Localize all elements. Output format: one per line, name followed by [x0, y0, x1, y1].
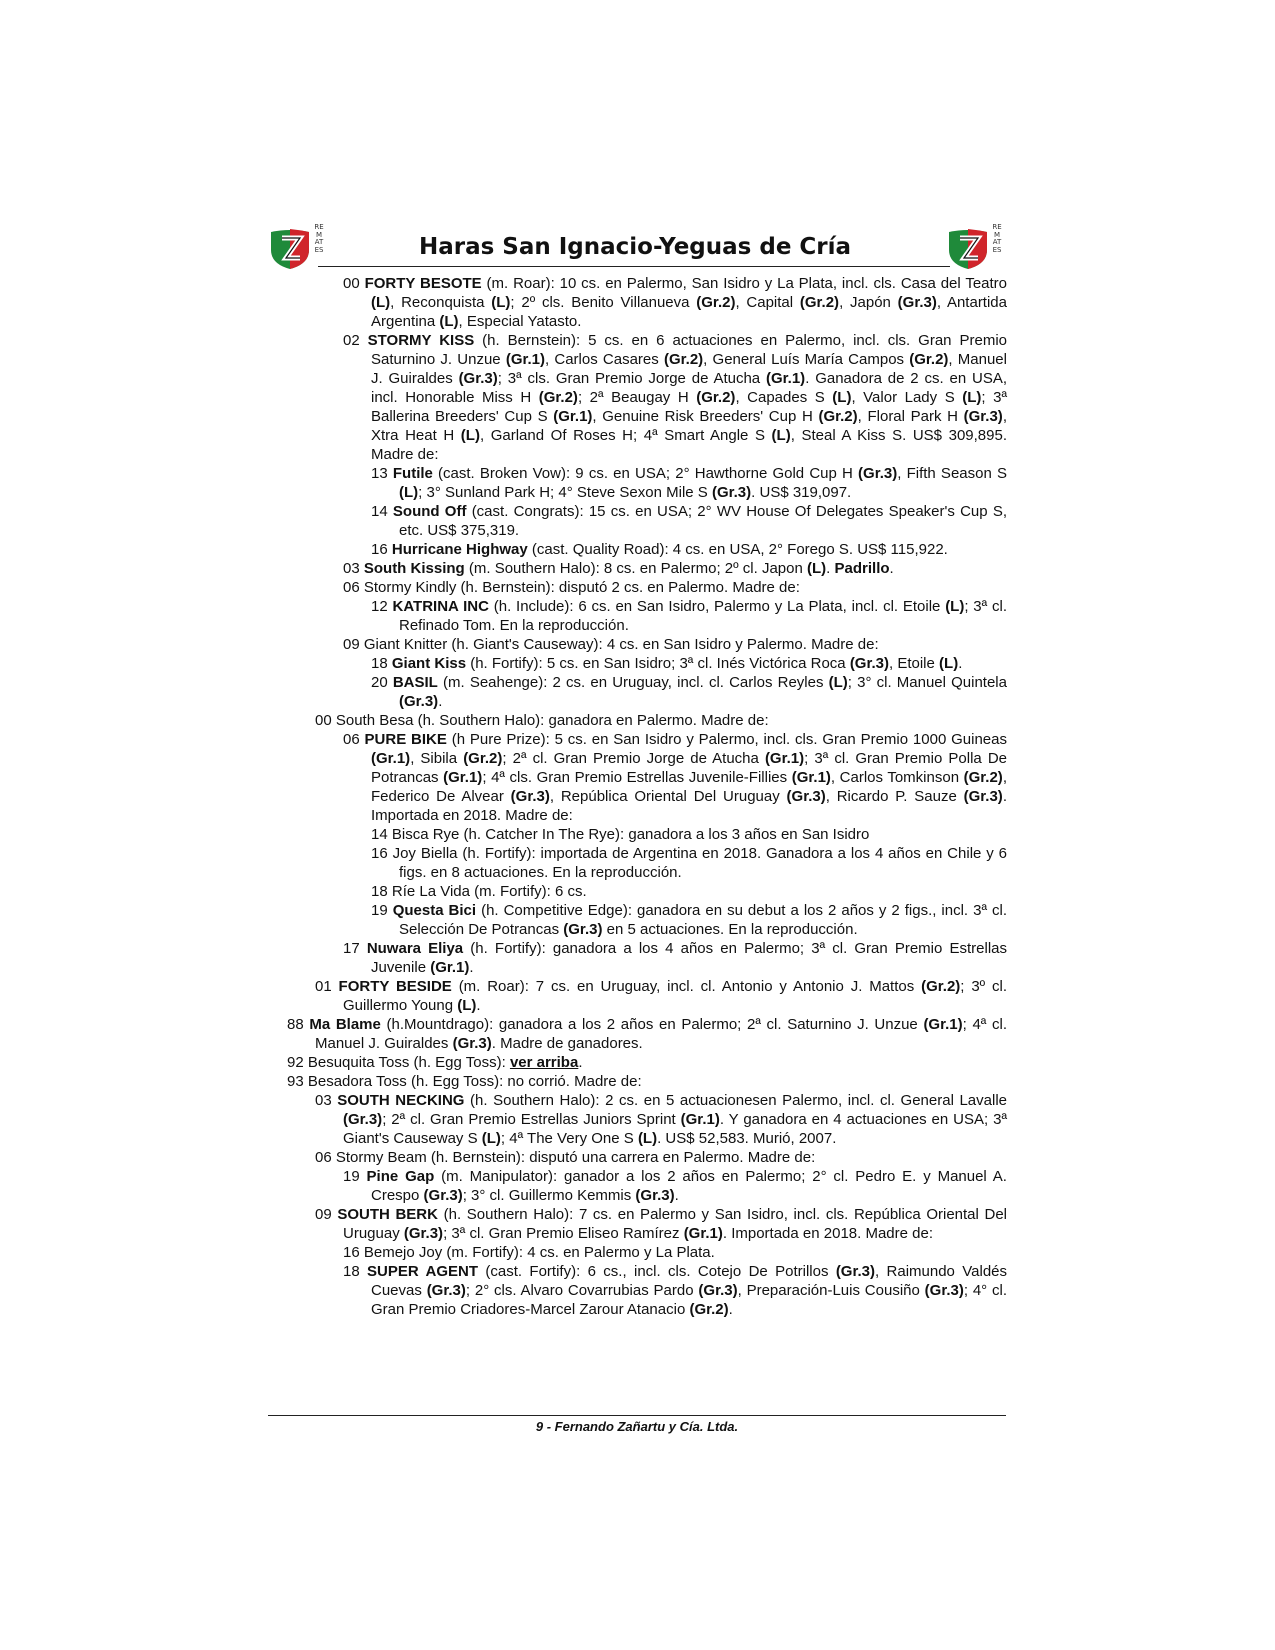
- entry-text: ; 3ª cl. Gran Premio Polla De Potrancas: [371, 750, 1007, 786]
- race-grade: (L): [460, 427, 480, 444]
- entry-horse-name: South Besa: [335, 712, 414, 729]
- entry-text: ; 4ª cl. Manuel J. Guiraldes: [315, 1016, 1008, 1052]
- entry-text: (h. Fortify): importada de Argentina en 2018. Ganadora a los 4 años en Chile y 6 figs. en 8 actuaciones. En la reproducción.: [399, 845, 1008, 881]
- entry-text: ; 2ª cl. Gran Premio Jorge de Atucha: [502, 750, 765, 767]
- entry-text: , Xtra Heat H: [371, 408, 1007, 444]
- entry-year: 18: [371, 883, 392, 900]
- pedigree-entry: [343, 578, 1007, 597]
- entry-year: 20: [371, 674, 393, 691]
- race-grade: (Gr.3): [698, 1282, 738, 1299]
- race-grade: (Gr.3): [835, 1263, 875, 1280]
- pedigree-entry: [343, 1167, 1007, 1205]
- zl-shield-icon: [268, 228, 312, 270]
- entry-text: , Especial Yatasto.: [458, 313, 582, 330]
- entry-text: , Garland Of Roses H; 4ª Smart Angle S: [479, 427, 772, 444]
- entry-horse-name: Questa Bici: [392, 902, 477, 919]
- race-grade: (Gr.1): [766, 370, 806, 387]
- race-grade: (Gr.2): [538, 389, 578, 406]
- entry-horse-name: PURE BIKE: [364, 731, 447, 748]
- race-grade: (Gr.1): [680, 1111, 720, 1128]
- entry-text: ; 2° cls. Alvaro Covarrubias Pardo: [465, 1282, 699, 1299]
- entry-text: (h. Giant's Causeway): 4 cs. en San Isidro y Palermo. Madre de:: [447, 636, 879, 653]
- race-grade: (L): [637, 1130, 658, 1147]
- entry-text: , Steal A Kiss S. US$ 309,895. Madre de:: [371, 427, 1007, 463]
- pedigree-entry: [343, 331, 1007, 464]
- entry-horse-name: Bemejo Joy: [363, 1244, 443, 1261]
- entry-text: , Genuine Risk Breeders' Cup H: [592, 408, 819, 425]
- race-grade: (Gr.2): [689, 1301, 729, 1318]
- entry-text: . Importada en 2018. Madre de:: [722, 1225, 934, 1242]
- entry-text: , Floral Park H: [857, 408, 964, 425]
- entry-text: ; 3º cl. Guillermo Young: [343, 978, 1008, 1014]
- race-grade: (Gr.2): [463, 750, 503, 767]
- entry-year: 06: [343, 731, 365, 748]
- entry-text: (m. Manipulator): ganador a los 2 años en Palermo; 2° cl. Pedro E. y Manuel A. Crespo: [371, 1168, 1007, 1204]
- entry-text: , General Luís María Campos: [703, 351, 910, 368]
- entry-year: 18: [371, 655, 392, 672]
- race-grade: (Gr.3): [786, 788, 826, 805]
- entry-text: (m. Fortify): 6 cs.: [469, 883, 587, 900]
- entry-horse-name: STORMY KISS: [367, 332, 475, 349]
- entry-year: 00: [343, 275, 365, 292]
- entry-year: 88: [287, 1016, 310, 1033]
- race-grade: (Gr.3): [458, 370, 498, 387]
- pedigree-entry: [343, 730, 1007, 825]
- race-grade: (Gr.2): [696, 389, 736, 406]
- race-grade: (Gr.3): [399, 693, 439, 710]
- race-grade: (Gr.3): [343, 1111, 383, 1128]
- race-grade: (Gr.1): [430, 959, 470, 976]
- entry-text: .: [826, 560, 835, 577]
- entry-text: (h.Mountdrago): ganadora a los 2 años en Palermo; 2ª cl. Saturnino J. Unzue: [380, 1016, 924, 1033]
- entry-horse-name: KATRINA INC: [392, 598, 489, 615]
- entry-text: ; 3° cl. Manuel Quintela: [847, 674, 1007, 691]
- pedigree-entry: [371, 673, 1007, 711]
- entry-text: ; 3ª cls. Gran Premio Jorge de Atucha: [497, 370, 766, 387]
- entry-text: (h Pure Prize): 5 cs. en San Isidro y Palermo, incl. cls. Gran Premio 1000 Guineas: [446, 731, 1007, 748]
- pedigree-entry: [315, 1205, 1007, 1243]
- race-grade: (Gr.3): [426, 1282, 466, 1299]
- race-grade: (Gr.3): [452, 1035, 492, 1052]
- page-header: [268, 224, 1006, 274]
- entry-horse-name: Bisca Rye: [391, 826, 460, 843]
- entry-text: , República Oriental Del Uruguay: [549, 788, 787, 805]
- entry-text: .: [476, 997, 481, 1014]
- race-grade: (Gr.3): [963, 788, 1003, 805]
- entry-text: .: [469, 959, 474, 976]
- entry-horse-name: Stormy Kindly: [363, 579, 457, 596]
- entry-horse-name: Joy Biella: [392, 845, 458, 862]
- entry-year: 16: [371, 845, 393, 862]
- entry-text: , Etoile: [889, 655, 940, 672]
- entry-text: , Preparación-Luis Cousiño: [737, 1282, 925, 1299]
- entry-horse-name: Giant Knitter: [363, 636, 448, 653]
- pedigree-entry: [343, 635, 1007, 654]
- entry-text: (h. Southern Halo): ganadora en Palermo. Madre de:: [413, 712, 769, 729]
- entry-text: . US$ 52,583. Murió, 2007.: [657, 1130, 837, 1147]
- entry-text: (h. Southern Halo): 7 cs. en Palermo y San Isidro, incl. cls. República Oriental Del Uruguay: [343, 1206, 1007, 1242]
- entry-text: , Valor Lady S: [851, 389, 963, 406]
- pedigree-entry: [287, 1053, 1007, 1072]
- zl-remates-logo-right: [946, 224, 1004, 272]
- entry-text: ; 3ª cl. Refinado Tom. En la reproducción.: [399, 598, 1007, 634]
- logo-vertical-text: REMATES: [992, 223, 1002, 254]
- entry-horse-name: Stormy Beam: [335, 1149, 427, 1166]
- entry-year: 17: [343, 940, 367, 957]
- entry-horse-name: FORTY BESIDE: [338, 978, 452, 995]
- entry-text: ; 2ª Beaugay H: [577, 389, 697, 406]
- entry-year: 06: [343, 579, 364, 596]
- entry-horse-name: Giant Kiss: [391, 655, 467, 672]
- pedigree-entry: [315, 1091, 1007, 1148]
- entry-year: 92: [287, 1054, 308, 1071]
- race-grade: (Gr.3): [635, 1187, 675, 1204]
- pedigree-entry: [315, 977, 1007, 1015]
- entry-text: (cast. Congrats): 15 cs. en USA; 2° WV House Of Delegates Speaker's Cup S, etc. US$ 375,319.: [399, 503, 1008, 539]
- entry-year: 00: [315, 712, 336, 729]
- entry-text: .: [889, 560, 894, 577]
- zl-remates-logo-left: [268, 224, 326, 272]
- race-grade: (Gr.1): [683, 1225, 723, 1242]
- pedigree-entry: [343, 1262, 1007, 1319]
- race-grade: (Gr.1): [764, 750, 805, 767]
- entry-horse-name: SOUTH BERK: [337, 1206, 438, 1223]
- pedigree-entry: [371, 654, 1007, 673]
- header-divider: [318, 266, 950, 267]
- entry-year: 09: [343, 636, 364, 653]
- pedigree-entry: [343, 274, 1007, 331]
- entry-text: , Carlos Casares: [545, 351, 664, 368]
- entry-text: (h. Bernstein): disputó una carrera en Palermo. Madre de:: [426, 1149, 816, 1166]
- page-title: Haras San Ignacio-Yeguas de Cría: [418, 234, 852, 260]
- entry-text: (h. Fortify): ganadora a los 4 años en Palermo; 3ª cl. Gran Premio Estrellas Juvenile: [371, 940, 1007, 976]
- race-grade: (L): [939, 655, 959, 672]
- pedigree-entry: [315, 711, 1007, 730]
- race-grade: (Gr.1): [443, 769, 483, 786]
- entry-text: (h. Egg Toss):: [409, 1054, 510, 1071]
- entry-text: , Japón: [839, 294, 898, 311]
- entry-text: ; 4° cl. Gran Premio Criadores-Marcel Zarour Atanacio: [371, 1282, 1007, 1318]
- race-grade: (Gr.1): [553, 408, 593, 425]
- race-grade: (Gr.2): [818, 408, 858, 425]
- entry-text: .: [958, 655, 963, 672]
- entry-text: ; 4ª The Very One S: [500, 1130, 638, 1147]
- entry-year: 93: [287, 1073, 308, 1090]
- entry-text: (m. Southern Halo): 8 cs. en Palermo; 2º cl. Japon: [464, 560, 808, 577]
- race-grade: (Gr.1): [371, 750, 411, 767]
- entry-text: (h. Egg Toss): no corrió. Madre de:: [406, 1073, 642, 1090]
- race-grade: (L): [962, 389, 982, 406]
- entry-text: (cast. Fortify): 6 cs., incl. cls. Cotejo De Potrillos: [478, 1263, 836, 1280]
- entry-text: , Federico De Alvear: [371, 769, 1007, 805]
- entry-text: .: [728, 1301, 733, 1318]
- entry-horse-name: Hurricane Highway: [391, 541, 528, 558]
- race-grade: (Gr.2): [921, 978, 961, 995]
- entry-horse-name: South Kissing: [363, 560, 465, 577]
- see-above-link[interactable]: ver arriba: [509, 1054, 579, 1071]
- race-grade: (L): [457, 997, 477, 1014]
- pedigree-entry: [343, 1243, 1007, 1262]
- race-grade: (L): [371, 294, 391, 311]
- entry-text: (h. Bernstein): disputó 2 cs. en Palermo. Madre de:: [456, 579, 800, 596]
- entry-horse-name: Nuwara Eliya: [366, 940, 464, 957]
- entry-horse-name: Ríe La Vida: [391, 883, 470, 900]
- entry-text: (m. Roar): 10 cs. en Palermo, San Isidro y La Plata, incl. cls. Casa del Teatro: [481, 275, 1008, 292]
- entry-text: ; 2º cls. Benito Villanueva: [510, 294, 697, 311]
- entry-year: 12: [371, 598, 393, 615]
- entry-year: 03: [343, 560, 364, 577]
- entry-year: 16: [371, 541, 392, 558]
- entry-text: , Raimundo Valdés Cuevas: [371, 1263, 1007, 1299]
- entry-horse-name: FORTY BESOTE: [364, 275, 482, 292]
- entry-text: , Sibila: [410, 750, 464, 767]
- logo-vertical-text: REMATES: [314, 223, 324, 254]
- race-grade: (L): [832, 389, 852, 406]
- entry-text: .: [674, 1187, 679, 1204]
- entry-text: (h. Include): 6 cs. en San Isidro, Palermo y La Plata, incl. cl. Etoile: [488, 598, 946, 615]
- entry-year: 02: [343, 332, 368, 349]
- pedigree-entry: [371, 540, 1007, 559]
- entry-text: (cast. Broken Vow): 9 cs. en USA; 2° Hawthorne Gold Cup H: [432, 465, 859, 482]
- entry-text: , Carlos Tomkinson: [830, 769, 964, 786]
- race-grade: (Gr.1): [923, 1016, 963, 1033]
- race-grade: (Gr.3): [403, 1225, 444, 1242]
- race-grade: (Gr.2): [663, 351, 704, 368]
- entry-text: ; 3ª cl. Gran Premio Eliseo Ramírez: [443, 1225, 684, 1242]
- pedigree-entry: [371, 502, 1007, 540]
- pedigree-entry: [287, 1015, 1007, 1053]
- race-grade: (Gr.3): [711, 484, 752, 501]
- pedigree-text: [287, 274, 1007, 1319]
- entry-year: 14: [371, 503, 393, 520]
- entry-text: (m. Roar): 7 cs. en Uruguay, incl. cl. Antonio y Antonio J. Mattos: [451, 978, 922, 995]
- entry-year: 18: [343, 1263, 368, 1280]
- pedigree-entry: [287, 1072, 1007, 1091]
- race-grade: (Gr.3): [924, 1282, 964, 1299]
- entry-year: 06: [315, 1149, 336, 1166]
- entry-text: . Y ganadora en 4 actuaciones en USA; 3ª Giant's Causeway S: [343, 1111, 1007, 1147]
- race-grade: (L): [771, 427, 791, 444]
- entry-text: ; 4ª cls. Gran Premio Estrellas Juvenile-Fillies: [482, 769, 792, 786]
- race-grade: (Gr.3): [423, 1187, 463, 1204]
- race-grade: (Gr.1): [791, 769, 831, 786]
- race-grade: (Gr.2): [799, 294, 840, 311]
- entry-text: , Capades S: [735, 389, 833, 406]
- entry-year: 09: [315, 1206, 338, 1223]
- entry-text: , Antartida Argentina: [371, 294, 1007, 330]
- race-grade: (Gr.2): [696, 294, 736, 311]
- race-grade: (L): [828, 674, 848, 691]
- entry-text: ; 3° Sunland Park H; 4° Steve Sexon Mile S: [418, 484, 712, 501]
- entry-text: (h. Competitive Edge): ganadora en su debut a los 2 años y 2 figs., incl. 3ª cl. Selección De Potrancas: [399, 902, 1007, 938]
- race-grade: (Gr.3): [849, 655, 889, 672]
- race-grade: Padrillo: [834, 560, 890, 577]
- entry-text: (h. Southern Halo): 2 cs. en 5 actuacionesen Palermo, incl. cl. General Lavalle: [464, 1092, 1007, 1109]
- race-grade: (Gr.3): [563, 921, 603, 938]
- entry-text: , Capital: [735, 294, 800, 311]
- race-grade: (Gr.2): [909, 351, 949, 368]
- entry-text: (h. Catcher In The Rye): ganadora a los 3 años en San Isidro: [459, 826, 870, 843]
- entry-horse-name: Pine Gap: [366, 1168, 435, 1185]
- entry-horse-name: Ma Blame: [309, 1016, 381, 1033]
- pedigree-entry: [371, 882, 1007, 901]
- entry-text: (cast. Quality Road): 4 cs. en USA, 2° Forego S. US$ 115,922.: [527, 541, 948, 558]
- entry-text: . Ganadora de 2 cs. en USA, incl. Honorable Miss H: [371, 370, 1008, 406]
- entry-text: (m. Seahenge): 2 cs. en Uruguay, incl. cl. Carlos Reyles: [437, 674, 829, 691]
- entry-text: ; 3ª Ballerina Breeders' Cup S: [371, 389, 1008, 425]
- entry-text: , Manuel J. Guiraldes: [371, 351, 1007, 387]
- race-grade: (L): [807, 560, 827, 577]
- entry-text: , Fifth Season S: [897, 465, 1007, 482]
- pedigree-entry: [371, 825, 1007, 844]
- entry-text: . Importada en 2018. Madre de:: [371, 788, 1007, 824]
- pedigree-entry: [315, 1148, 1007, 1167]
- entry-horse-name: SOUTH NECKING: [337, 1092, 465, 1109]
- page-footer: 9 - Fernando Zañartu y Cía. Ltda.: [535, 1419, 739, 1434]
- entry-text: , Ricardo P. Sauze: [825, 788, 964, 805]
- race-grade: (Gr.3): [897, 294, 937, 311]
- footer-divider: [268, 1415, 1006, 1416]
- entry-text: . US$ 319,097.: [751, 484, 852, 501]
- race-grade: (L): [399, 484, 419, 501]
- entry-text: (m. Fortify): 4 cs. en Palermo y La Plata.: [442, 1244, 715, 1261]
- entry-horse-name: Besuquita Toss: [307, 1054, 410, 1071]
- race-grade: (Gr.3): [963, 408, 1003, 425]
- entry-horse-name: SUPER AGENT: [367, 1263, 479, 1280]
- entry-year: 03: [315, 1092, 338, 1109]
- race-grade: (L): [481, 1130, 501, 1147]
- race-grade: (Gr.2): [963, 769, 1003, 786]
- race-grade: (Gr.1): [505, 351, 546, 368]
- pedigree-entry: [371, 464, 1007, 502]
- entry-year: 01: [315, 978, 339, 995]
- entry-text: ; 2ª cl. Gran Premio Estrellas Juniors Sprint: [382, 1111, 681, 1128]
- entry-year: 14: [371, 826, 392, 843]
- race-grade: (Gr.3): [510, 788, 550, 805]
- entry-text: , Reconquista: [390, 294, 492, 311]
- entry-horse-name: BASIL: [392, 674, 438, 691]
- pedigree-entry: [343, 939, 1007, 977]
- entry-horse-name: Besadora Toss: [307, 1073, 407, 1090]
- race-grade: (L): [945, 598, 965, 615]
- entry-year: 19: [343, 1168, 367, 1185]
- entry-horse-name: Sound Off: [392, 503, 467, 520]
- pedigree-entry: [371, 901, 1007, 939]
- zl-shield-icon: [946, 228, 990, 270]
- entry-year: 19: [371, 902, 393, 919]
- race-grade: (Gr.3): [858, 465, 898, 482]
- entry-year: 13: [371, 465, 393, 482]
- pedigree-entry: [371, 597, 1007, 635]
- entry-text: ; 3° cl. Guillermo Kemmis: [462, 1187, 636, 1204]
- entry-text: .: [438, 693, 443, 710]
- entry-year: 16: [343, 1244, 364, 1261]
- entry-text: . Madre de ganadores.: [491, 1035, 643, 1052]
- pedigree-entry: [371, 844, 1007, 882]
- race-grade: (L): [491, 294, 511, 311]
- race-grade: (L): [439, 313, 459, 330]
- entry-horse-name: Futile: [392, 465, 433, 482]
- entry-text: .: [578, 1054, 583, 1071]
- entry-text: en 5 actuaciones. En la reproducción.: [602, 921, 858, 938]
- pedigree-entry: [343, 559, 1007, 578]
- entry-text: (h. Fortify): 5 cs. en San Isidro; 3ª cl. Inés Victórica Roca: [466, 655, 850, 672]
- entry-text: (h. Bernstein): 5 cs. en 6 actuaciones en Palermo, incl. cls. Gran Premio Saturnino J. Unzue: [371, 332, 1007, 368]
